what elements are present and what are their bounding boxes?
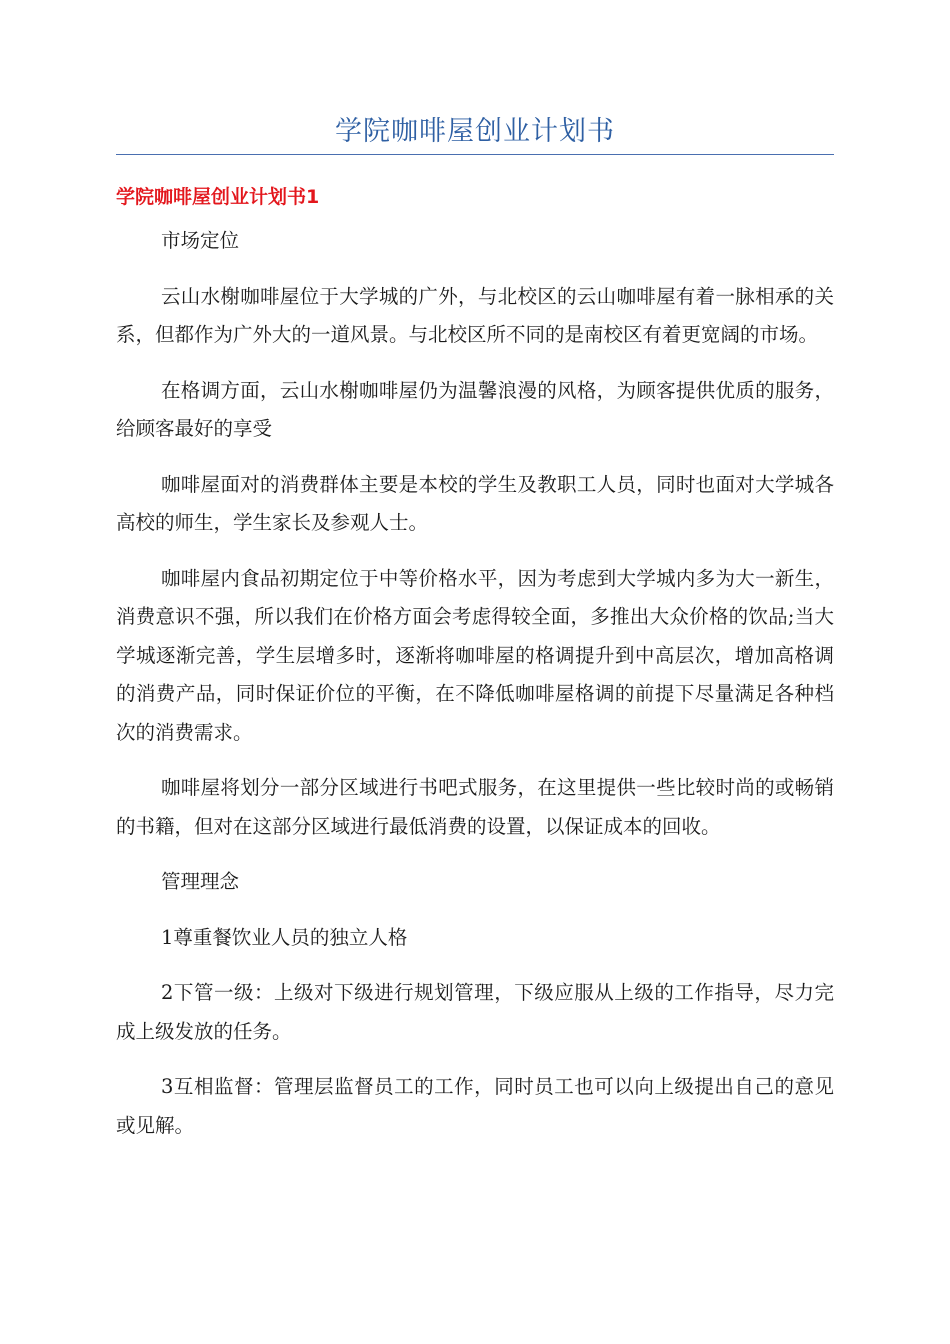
document-title: 学院咖啡屋创业计划书 [335,116,615,147]
paragraph-book-bar: 咖啡屋将划分一部分区域进行书吧式服务，在这里提供一些比较时尚的或畅销的书籍，但对在这部分区域进行最低消费的设置，以保证成本的回收。 [116,776,834,838]
section-heading: 学院咖啡屋创业计划书1 [116,186,320,208]
paragraph-style: 在格调方面，云山水榭咖啡屋仍为温馨浪漫的风格，为顾客提供优质的服务，给顾客最好的享受 [116,378,834,440]
paragraph-pricing: 咖啡屋内食品初期定位于中等价格水平，因为考虑到大学城内多为大一新生，消费意识不强，所以我们在价格方面会考虑得较全面，多推出大众价格的饮品;当大学城逐渐完善，学生层增多时，逐渐将咖啡屋的格调提升到中高层次，增加高格调的消费产品，同时保证价位的平衡，在不降低咖啡屋格调的前提下尽量满足各种档次的消费需求。 [116,566,834,744]
heading-management-philosophy: 管理理念 [161,870,240,893]
list-item-hierarchy: 2下管一级：上级对下级进行规划管理，下级应服从上级的工作指导，尽力完成上级发放的任务。 [116,981,834,1043]
document-body [116,222,834,1162]
list-item-respect: 1尊重餐饮业人员的独立人格 [161,925,408,949]
list-item-supervision: 3互相监督：管理层监督员工的工作，同时员工也可以向上级提出自己的意见或见解。 [116,1075,834,1137]
paragraph-location: 云山水榭咖啡屋位于大学城的广外，与北校区的云山咖啡屋有着一脉相承的关系，但都作为广外大的一道风景。与北校区所不同的是南校区有着更宽阔的市场。 [116,284,834,346]
paragraph-customers: 咖啡屋面对的消费群体主要是本校的学生及教职工人员，同时也面对大学城各高校的师生，学生家长及参观人士。 [116,472,834,534]
title-underline-rule [116,154,834,155]
heading-market-positioning: 市场定位 [161,229,240,252]
